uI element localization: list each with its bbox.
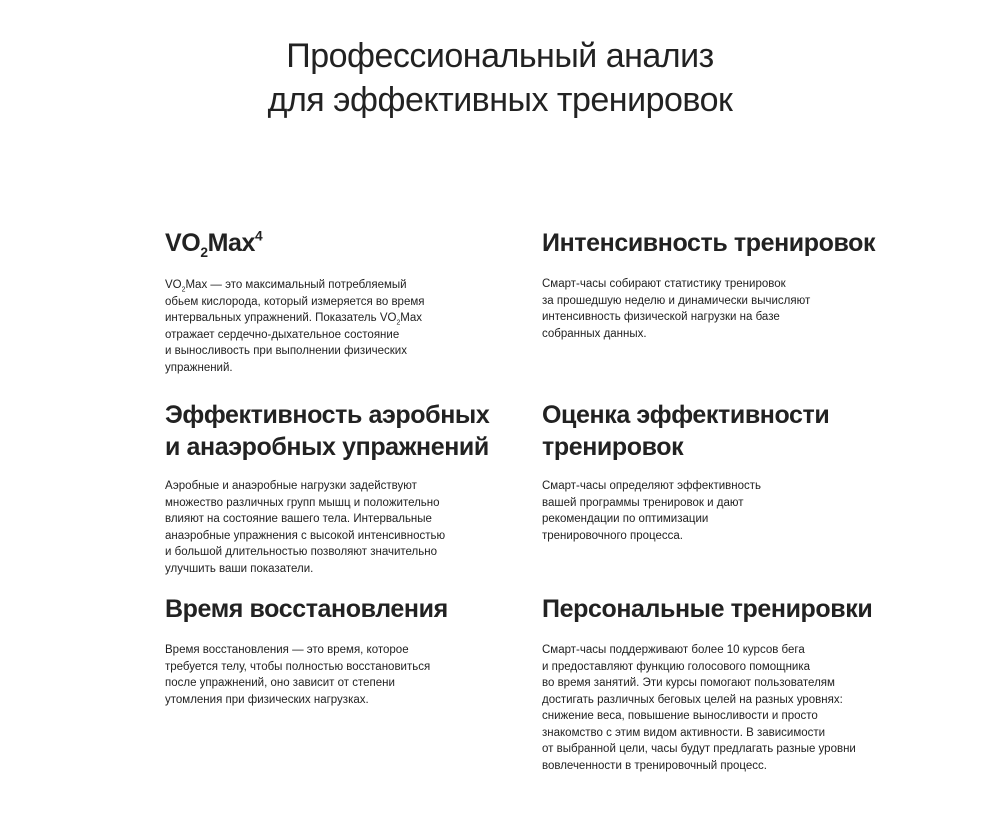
recovery-section — [165, 593, 525, 708]
vo2max-heading-suffix: Max — [207, 229, 256, 257]
page-title-line-2: для эффективных тренировок — [267, 81, 733, 119]
intensity-section — [542, 227, 902, 342]
intensity-heading — [542, 227, 902, 259]
vo2max-line-3-suffix: Max — [400, 312, 423, 324]
aerobic-line-2: множество различных групп мышц и положительно — [165, 496, 440, 509]
intensity-line-2: за прошедшую неделю и динамически вычисляют — [542, 294, 811, 307]
intensity-line-4: собранных данных. — [542, 327, 647, 340]
personal-description — [542, 642, 922, 774]
personal-line-2: и предоставляют функцию голосового помощника — [542, 660, 811, 673]
vo2max-line-5: и выносливость при выполнении физических — [165, 345, 407, 357]
vo2max-line-3 — [165, 310, 525, 327]
vo2max-description — [165, 277, 525, 376]
personal-line-5: снижение веса, повышение выносливости и просто — [542, 710, 818, 722]
assessment-line-4: тренировочного процесса. — [542, 529, 683, 542]
assessment-heading — [542, 399, 902, 463]
vo2max-line-1-prefix: VO — [165, 279, 182, 291]
aerobic-line-5: и большой длительностью позволяют значительно — [165, 546, 438, 558]
vo2max-heading — [165, 227, 525, 259]
vo2max-line-1-rest: Max — это максимальный потребляемый — [185, 279, 407, 291]
vo2max-line-6: упражнений. — [165, 361, 233, 374]
aerobic-heading — [165, 399, 515, 463]
recovery-heading-text: Время восстановления — [165, 595, 448, 623]
vo2max-line-3-prefix: интервальных упражнений. Показатель VO — [165, 312, 397, 324]
personal-line-3: во время занятий. Эти курсы помогают пользователям — [542, 677, 835, 689]
assessment-line-2: вашей программы тренировок и дают — [542, 496, 744, 509]
recovery-line-1: Время восстановления — это время, которое — [165, 644, 409, 656]
vo2max-line-1-subscript: 2 — [181, 286, 186, 294]
vo2max-heading-subscript: 2 — [200, 245, 208, 260]
aerobic-line-1: Аэробные и анаэробные нагрузки задействуют — [165, 480, 417, 492]
assessment-heading-line-1: Оценка эффективности — [542, 401, 830, 429]
recovery-line-2: требуется телу, чтобы полностью восстановиться — [165, 660, 431, 673]
assessment-section — [542, 399, 902, 544]
personal-heading-text: Персональные тренировки — [542, 595, 873, 623]
recovery-heading — [165, 593, 525, 625]
vo2max-line-1 — [165, 277, 525, 294]
intensity-line-1: Смарт-часы собирают статистику тренировок — [542, 278, 786, 290]
personal-heading — [542, 593, 922, 625]
aerobic-line-6: улучшить ваши показатели. — [165, 562, 314, 575]
recovery-line-4: утомления при физических нагрузках. — [165, 693, 369, 706]
personal-line-7: от выбранной цели, часы будут предлагать разные уровни — [542, 743, 856, 755]
assessment-line-1: Смарт-часы определяют эффективность — [542, 480, 762, 492]
personal-line-4: достигать различных беговых целей на разных уровнях: — [542, 693, 843, 706]
vo2max-footnote-marker: 4 — [255, 228, 263, 244]
vo2max-line-2: обьем кислорода, который измеряется во время — [165, 295, 425, 308]
recovery-line-3: после упражнений, оно зависит от степени — [165, 677, 395, 689]
personal-line-8: вовлеченности в тренировочный процесс. — [542, 759, 767, 772]
assessment-line-3: рекомендации по оптимизации — [542, 513, 709, 525]
page-title — [0, 34, 1000, 122]
aerobic-line-3: влияют на состояние вашего тела. Интервальные — [165, 513, 432, 525]
recovery-description — [165, 642, 525, 708]
vo2max-heading-prefix: VO — [165, 229, 201, 257]
intensity-line-3: интенсивность физической нагрузки на базе — [542, 311, 780, 323]
intensity-heading-text: Интенсивность тренировок — [542, 229, 876, 257]
personal-line-1: Смарт-часы поддерживают более 10 курсов бега — [542, 644, 805, 656]
personal-line-6: знакомство с этим видом активности. В зависимости — [542, 726, 826, 739]
vo2max-section — [165, 227, 525, 376]
aerobic-section — [165, 399, 515, 577]
aerobic-heading-line-1: Эффективность аэробных — [165, 401, 490, 429]
aerobic-description — [165, 478, 515, 577]
aerobic-line-4: анаэробные упражнения с высокой интенсивностью — [165, 529, 446, 542]
vo2max-line-3-subscript: 2 — [396, 319, 401, 327]
vo2max-line-4: отражает сердечно-дыхательное состояние — [165, 328, 400, 341]
assessment-description — [542, 478, 902, 544]
page-title-line-1: Профессиональный анализ — [286, 37, 714, 75]
aerobic-heading-line-2: и анаэробных упражнений — [165, 433, 489, 461]
personal-section — [542, 593, 922, 774]
intensity-description — [542, 276, 902, 342]
assessment-heading-line-2: тренировок — [542, 433, 684, 461]
